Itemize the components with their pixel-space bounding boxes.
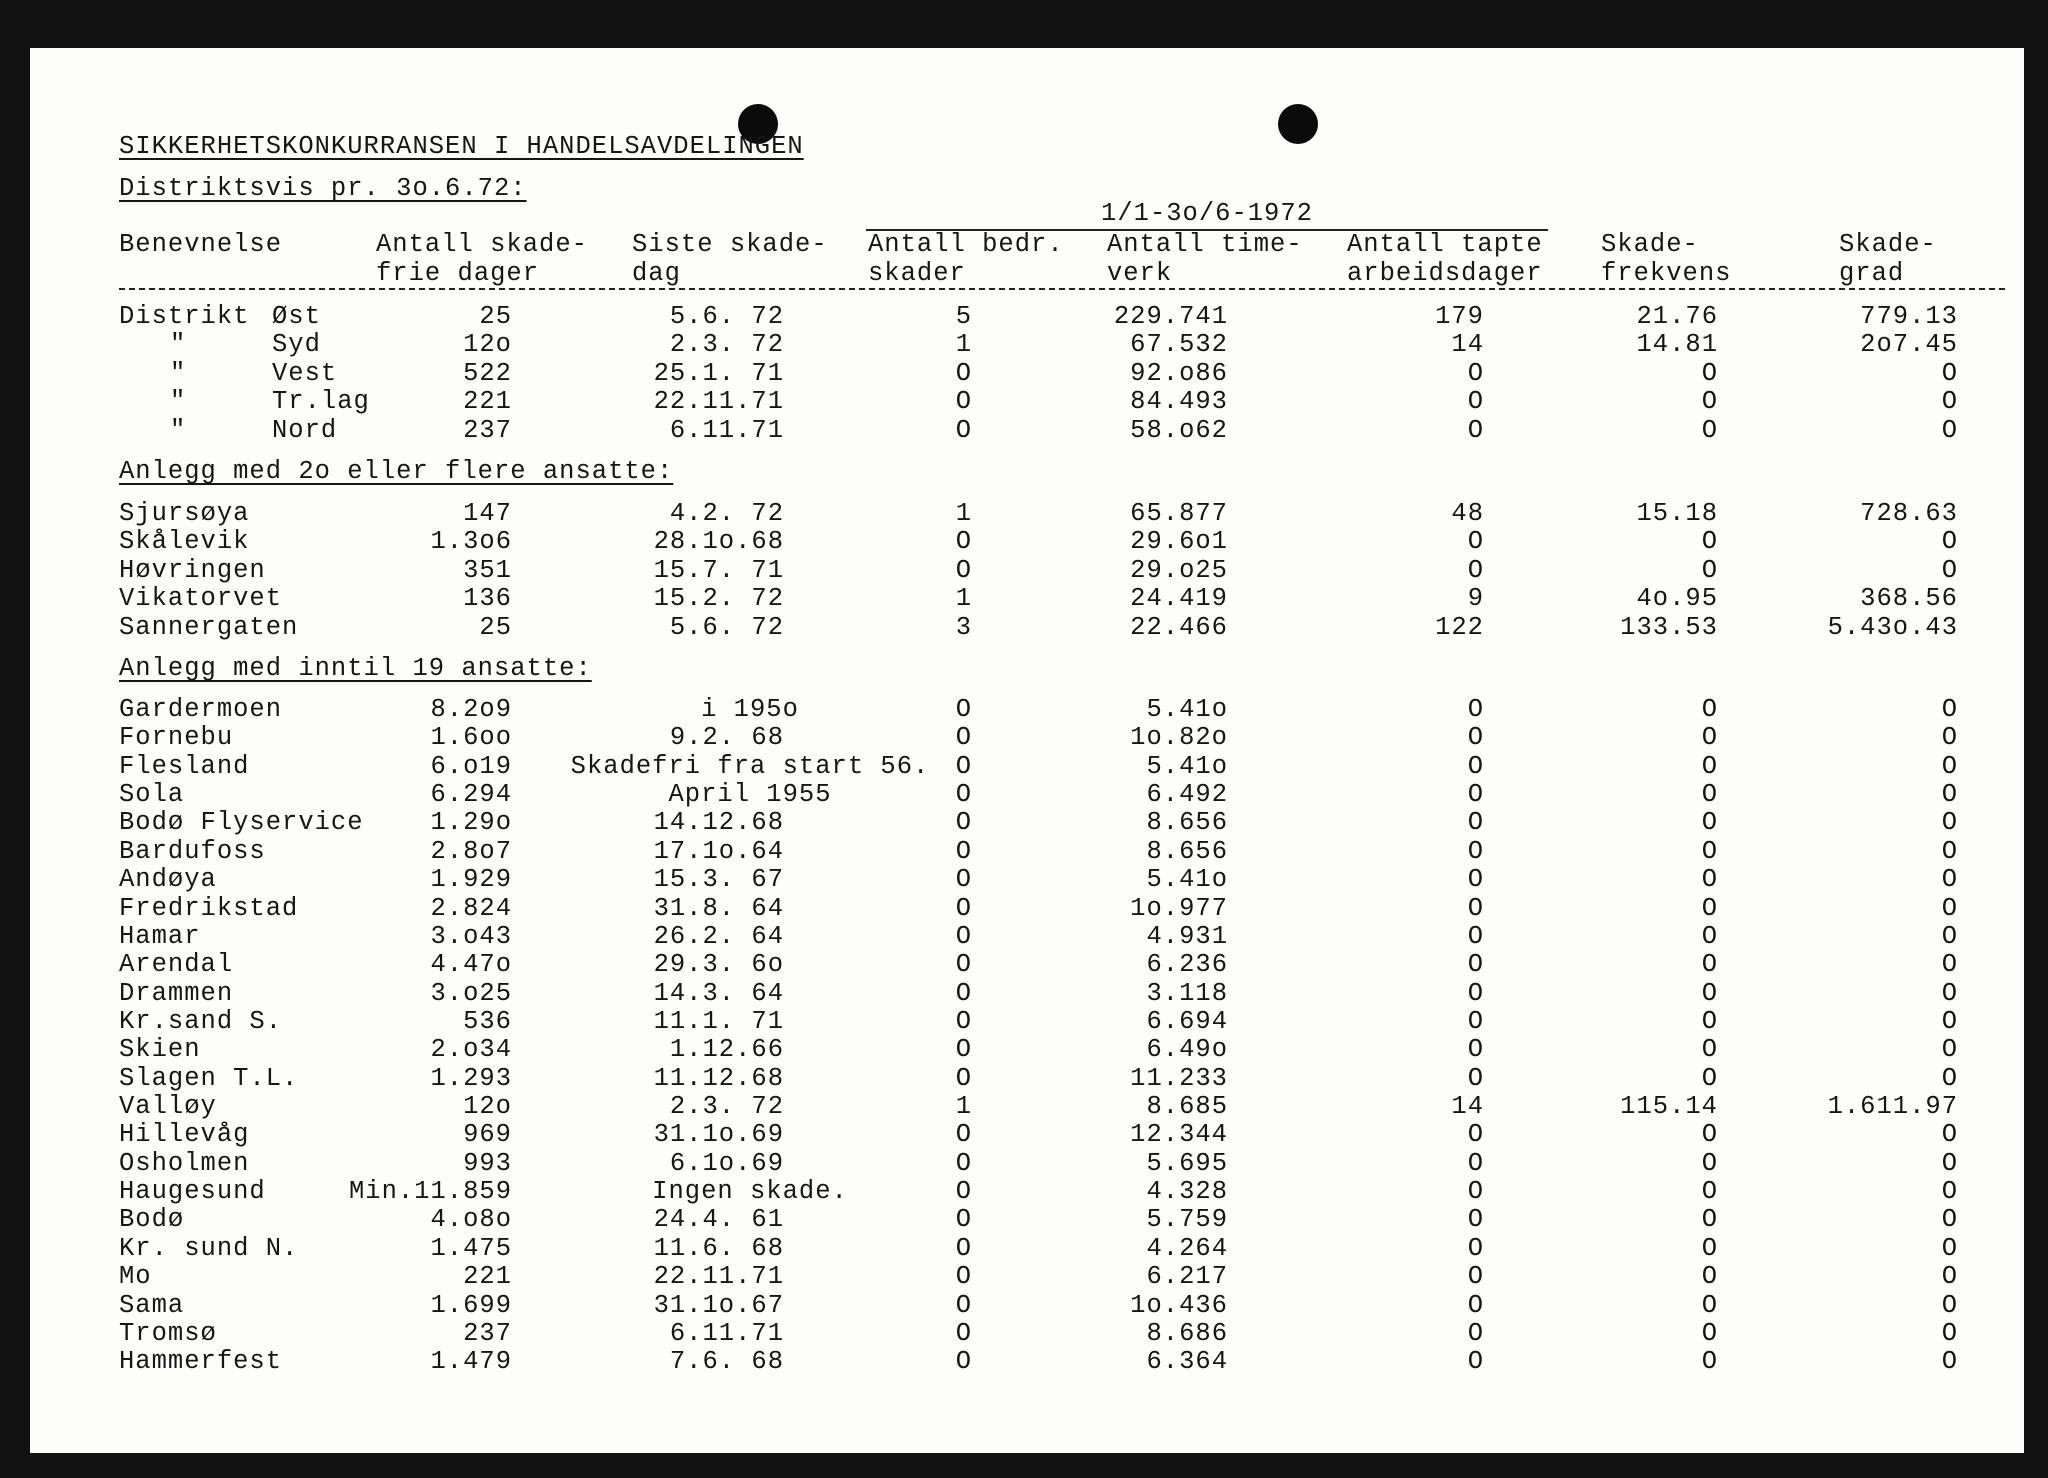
small-site-row-22-last-injury: 6.11.71 (669, 1319, 784, 1348)
district-row-3-lost-days: O (1467, 387, 1484, 416)
small-site-row-13-injuries: O (955, 1064, 972, 1093)
small-site-row-3-days: 6.294 (430, 780, 512, 809)
small-site-row-16-name: Osholmen (119, 1149, 250, 1178)
district-row-0-last-injury: 5.6. 72 (669, 302, 784, 331)
small-site-row-13-lost-days: O (1467, 1064, 1484, 1093)
large-site-row-0-injuries: 1 (955, 499, 972, 528)
small-site-row-20-days: 221 (463, 1262, 512, 1291)
small-site-row-20-grade: O (1941, 1262, 1958, 1291)
district-row-4-lost-days: O (1467, 416, 1484, 445)
small-site-row-15-frequency: O (1701, 1120, 1718, 1149)
large-site-row-2-lost-days: O (1467, 556, 1484, 585)
small-site-row-15-lost-days: O (1467, 1120, 1484, 1149)
large-site-row-1-hours: 29.6o1 (1130, 527, 1228, 556)
small-site-row-19-grade: O (1941, 1234, 1958, 1263)
small-site-row-19-injuries: O (955, 1234, 972, 1263)
small-site-row-13-grade: O (1941, 1064, 1958, 1093)
district-row-1-injuries: 1 (955, 330, 972, 359)
small-site-row-2-hours: 5.41o (1146, 752, 1228, 781)
small-site-row-5-frequency: O (1701, 837, 1718, 866)
district-row-4-last-injury: 6.11.71 (669, 416, 784, 445)
small-site-row-13-name: Slagen T.L. (119, 1064, 299, 1093)
large-site-row-1-name: Skålevik (119, 527, 250, 556)
small-site-row-6-lost-days: O (1467, 865, 1484, 894)
column-header-7-line1: Skade- (1839, 230, 1937, 259)
small-site-row-19-frequency: O (1701, 1234, 1718, 1263)
district-row-4-days: 237 (463, 416, 512, 445)
large-site-row-0-name: Sjursøya (119, 499, 250, 528)
column-header-3-line1: Antall bedr. (868, 230, 1064, 259)
small-site-row-8-hours: 4.931 (1146, 922, 1228, 951)
large-site-row-2-grade: O (1941, 556, 1958, 585)
small-site-row-16-last-injury: 6.1o.69 (669, 1149, 784, 1178)
small-site-row-0-last-injury: i 195o (701, 695, 799, 724)
small-site-row-20-name: Mo (119, 1262, 152, 1291)
small-site-row-8-last-injury: 26.2. 64 (653, 922, 784, 951)
small-site-row-4-grade: O (1941, 808, 1958, 837)
district-row-1-grade: 2o7.45 (1860, 330, 1958, 359)
small-site-row-15-name: Hillevåg (119, 1120, 250, 1149)
small-site-row-3-last-injury: April 1955 (668, 780, 832, 809)
large-site-row-2-injuries: O (955, 556, 972, 585)
small-site-row-9-last-injury: 29.3. 6o (653, 950, 784, 979)
small-site-row-11-lost-days: O (1467, 1007, 1484, 1036)
large-site-row-1-days: 1.3o6 (430, 527, 512, 556)
small-site-row-14-grade: 1.611.97 (1827, 1092, 1958, 1121)
large-site-row-0-frequency: 15.18 (1636, 499, 1718, 528)
small-site-row-23-last-injury: 7.6. 68 (669, 1347, 784, 1376)
district-row-3-hours: 84.493 (1130, 387, 1228, 416)
small-site-row-4-injuries: O (955, 808, 972, 837)
small-site-row-1-hours: 1o.82o (1130, 723, 1228, 752)
small-site-row-23-name: Hammerfest (119, 1347, 283, 1376)
district-row-3-injuries: O (955, 387, 972, 416)
large-site-row-3-name: Vikatorvet (119, 584, 283, 613)
large-site-row-2-last-injury: 15.7. 71 (653, 556, 784, 585)
small-site-row-4-lost-days: O (1467, 808, 1484, 837)
district-row-4-prefix: " (170, 416, 187, 445)
small-site-row-6-days: 1.929 (430, 865, 512, 894)
small-site-row-3-injuries: O (955, 780, 972, 809)
large-site-row-1-lost-days: O (1467, 527, 1484, 556)
district-row-2-last-injury: 25.1. 71 (653, 359, 784, 388)
district-row-2-prefix: " (170, 359, 187, 388)
small-site-row-17-last-injury: Ingen skade. (652, 1177, 848, 1206)
small-site-row-14-lost-days: 14 (1451, 1092, 1484, 1121)
district-row-2-hours: 92.o86 (1130, 359, 1228, 388)
district-row-3-name: Tr.lag (272, 387, 370, 416)
small-site-row-8-frequency: O (1701, 922, 1718, 951)
large-site-row-2-hours: 29.o25 (1130, 556, 1228, 585)
large-site-row-4-lost-days: 122 (1435, 613, 1484, 642)
district-row-2-lost-days: O (1467, 359, 1484, 388)
small-site-row-18-lost-days: O (1467, 1205, 1484, 1234)
district-row-2-name: Vest (272, 359, 338, 388)
small-site-row-6-frequency: O (1701, 865, 1718, 894)
small-site-row-20-last-injury: 22.11.71 (653, 1262, 784, 1291)
small-site-row-6-hours: 5.41o (1146, 865, 1228, 894)
small-site-row-17-grade: O (1941, 1177, 1958, 1206)
small-site-row-0-lost-days: O (1467, 695, 1484, 724)
small-site-row-10-lost-days: O (1467, 979, 1484, 1008)
small-site-row-0-days: 8.2o9 (430, 695, 512, 724)
large-site-row-3-lost-days: 9 (1467, 584, 1484, 613)
small-site-row-23-lost-days: O (1467, 1347, 1484, 1376)
column-header-7-line2: grad (1839, 259, 1905, 288)
district-row-2-days: 522 (463, 359, 512, 388)
district-row-3-last-injury: 22.11.71 (653, 387, 784, 416)
punch-hole-right (1278, 104, 1318, 144)
small-site-row-10-last-injury: 14.3. 64 (653, 979, 784, 1008)
small-site-row-11-name: Kr.sand S. (119, 1007, 283, 1036)
district-row-1-frequency: 14.81 (1636, 330, 1718, 359)
district-row-0-hours: 229.741 (1113, 302, 1228, 331)
small-site-row-7-lost-days: O (1467, 894, 1484, 923)
small-site-row-18-injuries: O (955, 1205, 972, 1234)
large-site-row-3-frequency: 4o.95 (1636, 584, 1718, 613)
small-site-row-2-grade: O (1941, 752, 1958, 781)
small-site-row-14-hours: 8.685 (1146, 1092, 1228, 1121)
small-site-row-16-frequency: O (1701, 1149, 1718, 1178)
small-site-row-19-name: Kr. sund N. (119, 1234, 299, 1263)
small-site-row-7-days: 2.824 (430, 894, 512, 923)
small-site-row-16-days: 993 (463, 1149, 512, 1178)
small-site-row-17-frequency: O (1701, 1177, 1718, 1206)
small-site-row-2-injuries: O (955, 752, 972, 781)
small-site-row-8-grade: O (1941, 922, 1958, 951)
section-heading-small-sites: Anlegg med inntil 19 ansatte: (119, 654, 592, 683)
small-site-row-12-last-injury: 1.12.66 (669, 1035, 784, 1064)
column-header-6-line1: Skade- (1601, 230, 1699, 259)
small-site-row-7-grade: O (1941, 894, 1958, 923)
district-row-4-name: Nord (272, 416, 338, 445)
small-site-row-8-lost-days: O (1467, 922, 1484, 951)
small-site-row-10-injuries: O (955, 979, 972, 1008)
large-site-row-0-hours: 65.877 (1130, 499, 1228, 528)
small-site-row-8-injuries: O (955, 922, 972, 951)
district-row-2-injuries: O (955, 359, 972, 388)
small-site-row-11-frequency: O (1701, 1007, 1718, 1036)
column-header-2-line2: dag (632, 259, 681, 288)
small-site-row-1-injuries: O (955, 723, 972, 752)
small-site-row-9-days: 4.47o (430, 950, 512, 979)
small-site-row-22-lost-days: O (1467, 1319, 1484, 1348)
district-row-2-frequency: O (1701, 359, 1718, 388)
column-header-5-line1: Antall tapte (1347, 230, 1543, 259)
large-site-row-1-frequency: O (1701, 527, 1718, 556)
large-site-row-3-hours: 24.419 (1130, 584, 1228, 613)
column-header-2-line1: Siste skade- (632, 230, 828, 259)
district-row-1-name: Syd (272, 330, 321, 359)
small-site-row-19-lost-days: O (1467, 1234, 1484, 1263)
small-site-row-1-lost-days: O (1467, 723, 1484, 752)
small-site-row-10-days: 3.o25 (430, 979, 512, 1008)
small-site-row-21-grade: O (1941, 1291, 1958, 1320)
small-site-row-14-days: 12o (463, 1092, 512, 1121)
small-site-row-16-grade: O (1941, 1149, 1958, 1178)
district-row-3-frequency: O (1701, 387, 1718, 416)
small-site-row-23-frequency: O (1701, 1347, 1718, 1376)
small-site-row-12-frequency: O (1701, 1035, 1718, 1064)
small-site-row-6-name: Andøya (119, 865, 217, 894)
district-row-1-days: 12o (463, 330, 512, 359)
small-site-row-9-grade: O (1941, 950, 1958, 979)
district-row-0-frequency: 21.76 (1636, 302, 1718, 331)
small-site-row-18-days: 4.o8o (430, 1205, 512, 1234)
column-header-3-line2: skader (868, 259, 966, 288)
small-site-row-2-lost-days: O (1467, 752, 1484, 781)
small-site-row-16-hours: 5.695 (1146, 1149, 1228, 1178)
large-site-row-4-last-injury: 5.6. 72 (669, 613, 784, 642)
small-site-row-3-name: Sola (119, 780, 185, 809)
small-site-row-15-grade: O (1941, 1120, 1958, 1149)
small-site-row-5-last-injury: 17.1o.64 (653, 837, 784, 866)
large-site-row-2-days: 351 (463, 556, 512, 585)
small-site-row-12-injuries: O (955, 1035, 972, 1064)
small-site-row-0-injuries: O (955, 695, 972, 724)
district-row-4-injuries: O (955, 416, 972, 445)
large-site-row-4-frequency: 133.53 (1620, 613, 1718, 642)
district-row-1-hours: 67.532 (1130, 330, 1228, 359)
large-site-row-1-injuries: O (955, 527, 972, 556)
small-site-row-14-last-injury: 2.3. 72 (669, 1092, 784, 1121)
small-site-row-20-hours: 6.217 (1146, 1262, 1228, 1291)
small-site-row-5-name: Bardufoss (119, 837, 266, 866)
small-site-row-22-injuries: O (955, 1319, 972, 1348)
large-site-row-3-injuries: 1 (955, 584, 972, 613)
small-site-row-21-frequency: O (1701, 1291, 1718, 1320)
small-site-row-22-hours: 8.686 (1146, 1319, 1228, 1348)
small-site-row-21-name: Sama (119, 1291, 185, 1320)
large-site-row-3-last-injury: 15.2. 72 (653, 584, 784, 613)
district-row-0-name: Øst (272, 302, 321, 331)
small-site-row-15-hours: 12.344 (1130, 1120, 1228, 1149)
large-site-row-0-grade: 728.63 (1860, 499, 1958, 528)
small-site-row-19-days: 1.475 (430, 1234, 512, 1263)
small-site-row-15-last-injury: 31.1o.69 (653, 1120, 784, 1149)
small-site-row-22-days: 237 (463, 1319, 512, 1348)
small-site-row-14-name: Valløy (119, 1092, 217, 1121)
district-row-0-lost-days: 179 (1435, 302, 1484, 331)
small-site-row-17-hours: 4.328 (1146, 1177, 1228, 1206)
section-heading-large-sites: Anlegg med 2o eller flere ansatte: (119, 457, 674, 486)
small-site-row-21-injuries: O (955, 1291, 972, 1320)
small-site-row-19-last-injury: 11.6. 68 (653, 1234, 784, 1263)
small-site-row-21-lost-days: O (1467, 1291, 1484, 1320)
column-header-4-line2: verk (1107, 259, 1173, 288)
district-row-0-prefix: Distrikt (119, 302, 250, 331)
small-site-row-21-hours: 1o.436 (1130, 1291, 1228, 1320)
small-site-row-5-lost-days: O (1467, 837, 1484, 866)
small-site-row-3-frequency: O (1701, 780, 1718, 809)
district-row-1-last-injury: 2.3. 72 (669, 330, 784, 359)
small-site-row-9-hours: 6.236 (1146, 950, 1228, 979)
document-title: SIKKERHETSKONKURRANSEN I HANDELSAVDELINGEN (119, 132, 804, 161)
small-site-row-9-injuries: O (955, 950, 972, 979)
large-site-row-3-days: 136 (463, 584, 512, 613)
header-rule (119, 288, 2005, 290)
small-site-row-12-days: 2.o34 (430, 1035, 512, 1064)
small-site-row-6-injuries: O (955, 865, 972, 894)
small-site-row-4-last-injury: 14.12.68 (653, 808, 784, 837)
small-site-row-11-injuries: O (955, 1007, 972, 1036)
small-site-row-20-frequency: O (1701, 1262, 1718, 1291)
large-site-row-0-days: 147 (463, 499, 512, 528)
small-site-row-12-hours: 6.49o (1146, 1035, 1228, 1064)
small-site-row-21-last-injury: 31.1o.67 (653, 1291, 784, 1320)
small-site-row-22-frequency: O (1701, 1319, 1718, 1348)
small-site-row-12-lost-days: O (1467, 1035, 1484, 1064)
small-site-row-17-name: Haugesund (119, 1177, 266, 1206)
small-site-row-7-hours: 1o.977 (1130, 894, 1228, 923)
small-site-row-1-grade: O (1941, 723, 1958, 752)
column-header-5-line2: arbeidsdager (1347, 259, 1543, 288)
small-site-row-17-injuries: O (955, 1177, 972, 1206)
small-site-row-22-name: Tromsø (119, 1319, 217, 1348)
large-site-row-1-last-injury: 28.1o.68 (653, 527, 784, 556)
small-site-row-19-hours: 4.264 (1146, 1234, 1228, 1263)
small-site-row-16-lost-days: O (1467, 1149, 1484, 1178)
small-site-row-23-days: 1.479 (430, 1347, 512, 1376)
district-row-1-lost-days: 14 (1451, 330, 1484, 359)
small-site-row-5-grade: O (1941, 837, 1958, 866)
small-site-row-4-name: Bodø Flyservice (119, 808, 364, 837)
small-site-row-11-hours: 6.694 (1146, 1007, 1228, 1036)
small-site-row-23-grade: O (1941, 1347, 1958, 1376)
small-site-row-4-frequency: O (1701, 808, 1718, 837)
large-site-row-3-grade: 368.56 (1860, 584, 1958, 613)
district-row-3-prefix: " (170, 387, 187, 416)
large-site-row-4-grade: 5.43o.43 (1827, 613, 1958, 642)
small-site-row-1-days: 1.6oo (430, 723, 512, 752)
small-site-row-18-hours: 5.759 (1146, 1205, 1228, 1234)
small-site-row-3-hours: 6.492 (1146, 780, 1228, 809)
small-site-row-4-days: 1.29o (430, 808, 512, 837)
small-site-row-15-days: 969 (463, 1120, 512, 1149)
small-site-row-6-grade: O (1941, 865, 1958, 894)
large-site-row-4-hours: 22.466 (1130, 613, 1228, 642)
district-row-2-grade: O (1941, 359, 1958, 388)
large-site-row-4-days: 25 (479, 613, 512, 642)
small-site-row-10-frequency: O (1701, 979, 1718, 1008)
small-site-row-15-injuries: O (955, 1120, 972, 1149)
small-site-row-9-name: Arendal (119, 950, 234, 979)
small-site-row-20-injuries: O (955, 1262, 972, 1291)
small-site-row-7-name: Fredrikstad (119, 894, 299, 923)
small-site-row-18-name: Bodø (119, 1205, 185, 1234)
small-site-row-18-grade: O (1941, 1205, 1958, 1234)
small-site-row-0-frequency: O (1701, 695, 1718, 724)
small-site-row-8-days: 3.o43 (430, 922, 512, 951)
district-row-4-hours: 58.o62 (1130, 416, 1228, 445)
column-header-1-line1: Antall skade- (376, 230, 588, 259)
large-site-row-2-name: Høvringen (119, 556, 266, 585)
small-site-row-2-frequency: O (1701, 752, 1718, 781)
small-site-row-3-grade: O (1941, 780, 1958, 809)
small-site-row-8-name: Hamar (119, 922, 201, 951)
small-site-row-0-hours: 5.41o (1146, 695, 1228, 724)
small-site-row-4-hours: 8.656 (1146, 808, 1228, 837)
large-site-row-0-last-injury: 4.2. 72 (669, 499, 784, 528)
small-site-row-7-last-injury: 31.8. 64 (653, 894, 784, 923)
column-header-0-line1: Benevnelse (119, 230, 283, 259)
small-site-row-13-days: 1.293 (430, 1064, 512, 1093)
column-header-6-line2: frekvens (1601, 259, 1732, 288)
large-site-row-0-lost-days: 48 (1451, 499, 1484, 528)
small-site-row-20-lost-days: O (1467, 1262, 1484, 1291)
large-site-row-4-name: Sannergaten (119, 613, 299, 642)
small-site-row-22-grade: O (1941, 1319, 1958, 1348)
small-site-row-11-last-injury: 11.1. 71 (653, 1007, 784, 1036)
small-site-row-5-days: 2.8o7 (430, 837, 512, 866)
small-site-row-0-grade: O (1941, 695, 1958, 724)
small-site-row-13-hours: 11.233 (1130, 1064, 1228, 1093)
district-row-4-grade: O (1941, 416, 1958, 445)
district-row-1-prefix: " (170, 330, 187, 359)
district-row-3-grade: O (1941, 387, 1958, 416)
small-site-row-13-last-injury: 11.12.68 (653, 1064, 784, 1093)
small-site-row-18-frequency: O (1701, 1205, 1718, 1234)
small-site-row-17-days: Min.11.859 (348, 1177, 512, 1206)
small-site-row-23-injuries: O (955, 1347, 972, 1376)
district-row-3-days: 221 (463, 387, 512, 416)
small-site-row-3-lost-days: O (1467, 780, 1484, 809)
district-row-4-frequency: O (1701, 416, 1718, 445)
small-site-row-6-last-injury: 15.3. 67 (653, 865, 784, 894)
small-site-row-17-lost-days: O (1467, 1177, 1484, 1206)
column-header-4-line1: Antall time- (1107, 230, 1303, 259)
small-site-row-11-grade: O (1941, 1007, 1958, 1036)
small-site-row-9-frequency: O (1701, 950, 1718, 979)
small-site-row-2-name: Flesland (119, 752, 250, 781)
small-site-row-1-frequency: O (1701, 723, 1718, 752)
small-site-row-14-injuries: 1 (955, 1092, 972, 1121)
small-site-row-21-days: 1.699 (430, 1291, 512, 1320)
period-header: 1/1-3o/6-1972 (1101, 199, 1313, 228)
small-site-row-10-name: Drammen (119, 979, 234, 1008)
small-site-row-1-last-injury: 9.2. 68 (669, 723, 784, 752)
small-site-row-13-frequency: O (1701, 1064, 1718, 1093)
small-site-row-7-injuries: O (955, 894, 972, 923)
small-site-row-0-name: Gardermoen (119, 695, 283, 724)
small-site-row-5-injuries: O (955, 837, 972, 866)
small-site-row-9-lost-days: O (1467, 950, 1484, 979)
column-header-1-line2: frie dager (376, 259, 540, 288)
small-site-row-10-hours: 3.118 (1146, 979, 1228, 1008)
small-site-row-14-frequency: 115.14 (1620, 1092, 1718, 1121)
small-site-row-11-days: 536 (463, 1007, 512, 1036)
small-site-row-5-hours: 8.656 (1146, 837, 1228, 866)
district-row-0-grade: 779.13 (1860, 302, 1958, 331)
document-subtitle: Distriktsvis pr. 3o.6.72: (119, 174, 527, 203)
small-site-row-23-hours: 6.364 (1146, 1347, 1228, 1376)
small-site-row-16-injuries: O (955, 1149, 972, 1178)
small-site-row-2-last-injury: Skadefri fra start 56. (570, 752, 930, 781)
small-site-row-2-days: 6.o19 (430, 752, 512, 781)
large-site-row-2-frequency: O (1701, 556, 1718, 585)
small-site-row-12-name: Skien (119, 1035, 201, 1064)
small-site-row-7-frequency: O (1701, 894, 1718, 923)
small-site-row-18-last-injury: 24.4. 61 (653, 1205, 784, 1234)
small-site-row-12-grade: O (1941, 1035, 1958, 1064)
small-site-row-10-grade: O (1941, 979, 1958, 1008)
district-row-0-days: 25 (479, 302, 512, 331)
large-site-row-1-grade: O (1941, 527, 1958, 556)
small-site-row-1-name: Fornebu (119, 723, 234, 752)
district-row-0-injuries: 5 (955, 302, 972, 331)
large-site-row-4-injuries: 3 (955, 613, 972, 642)
